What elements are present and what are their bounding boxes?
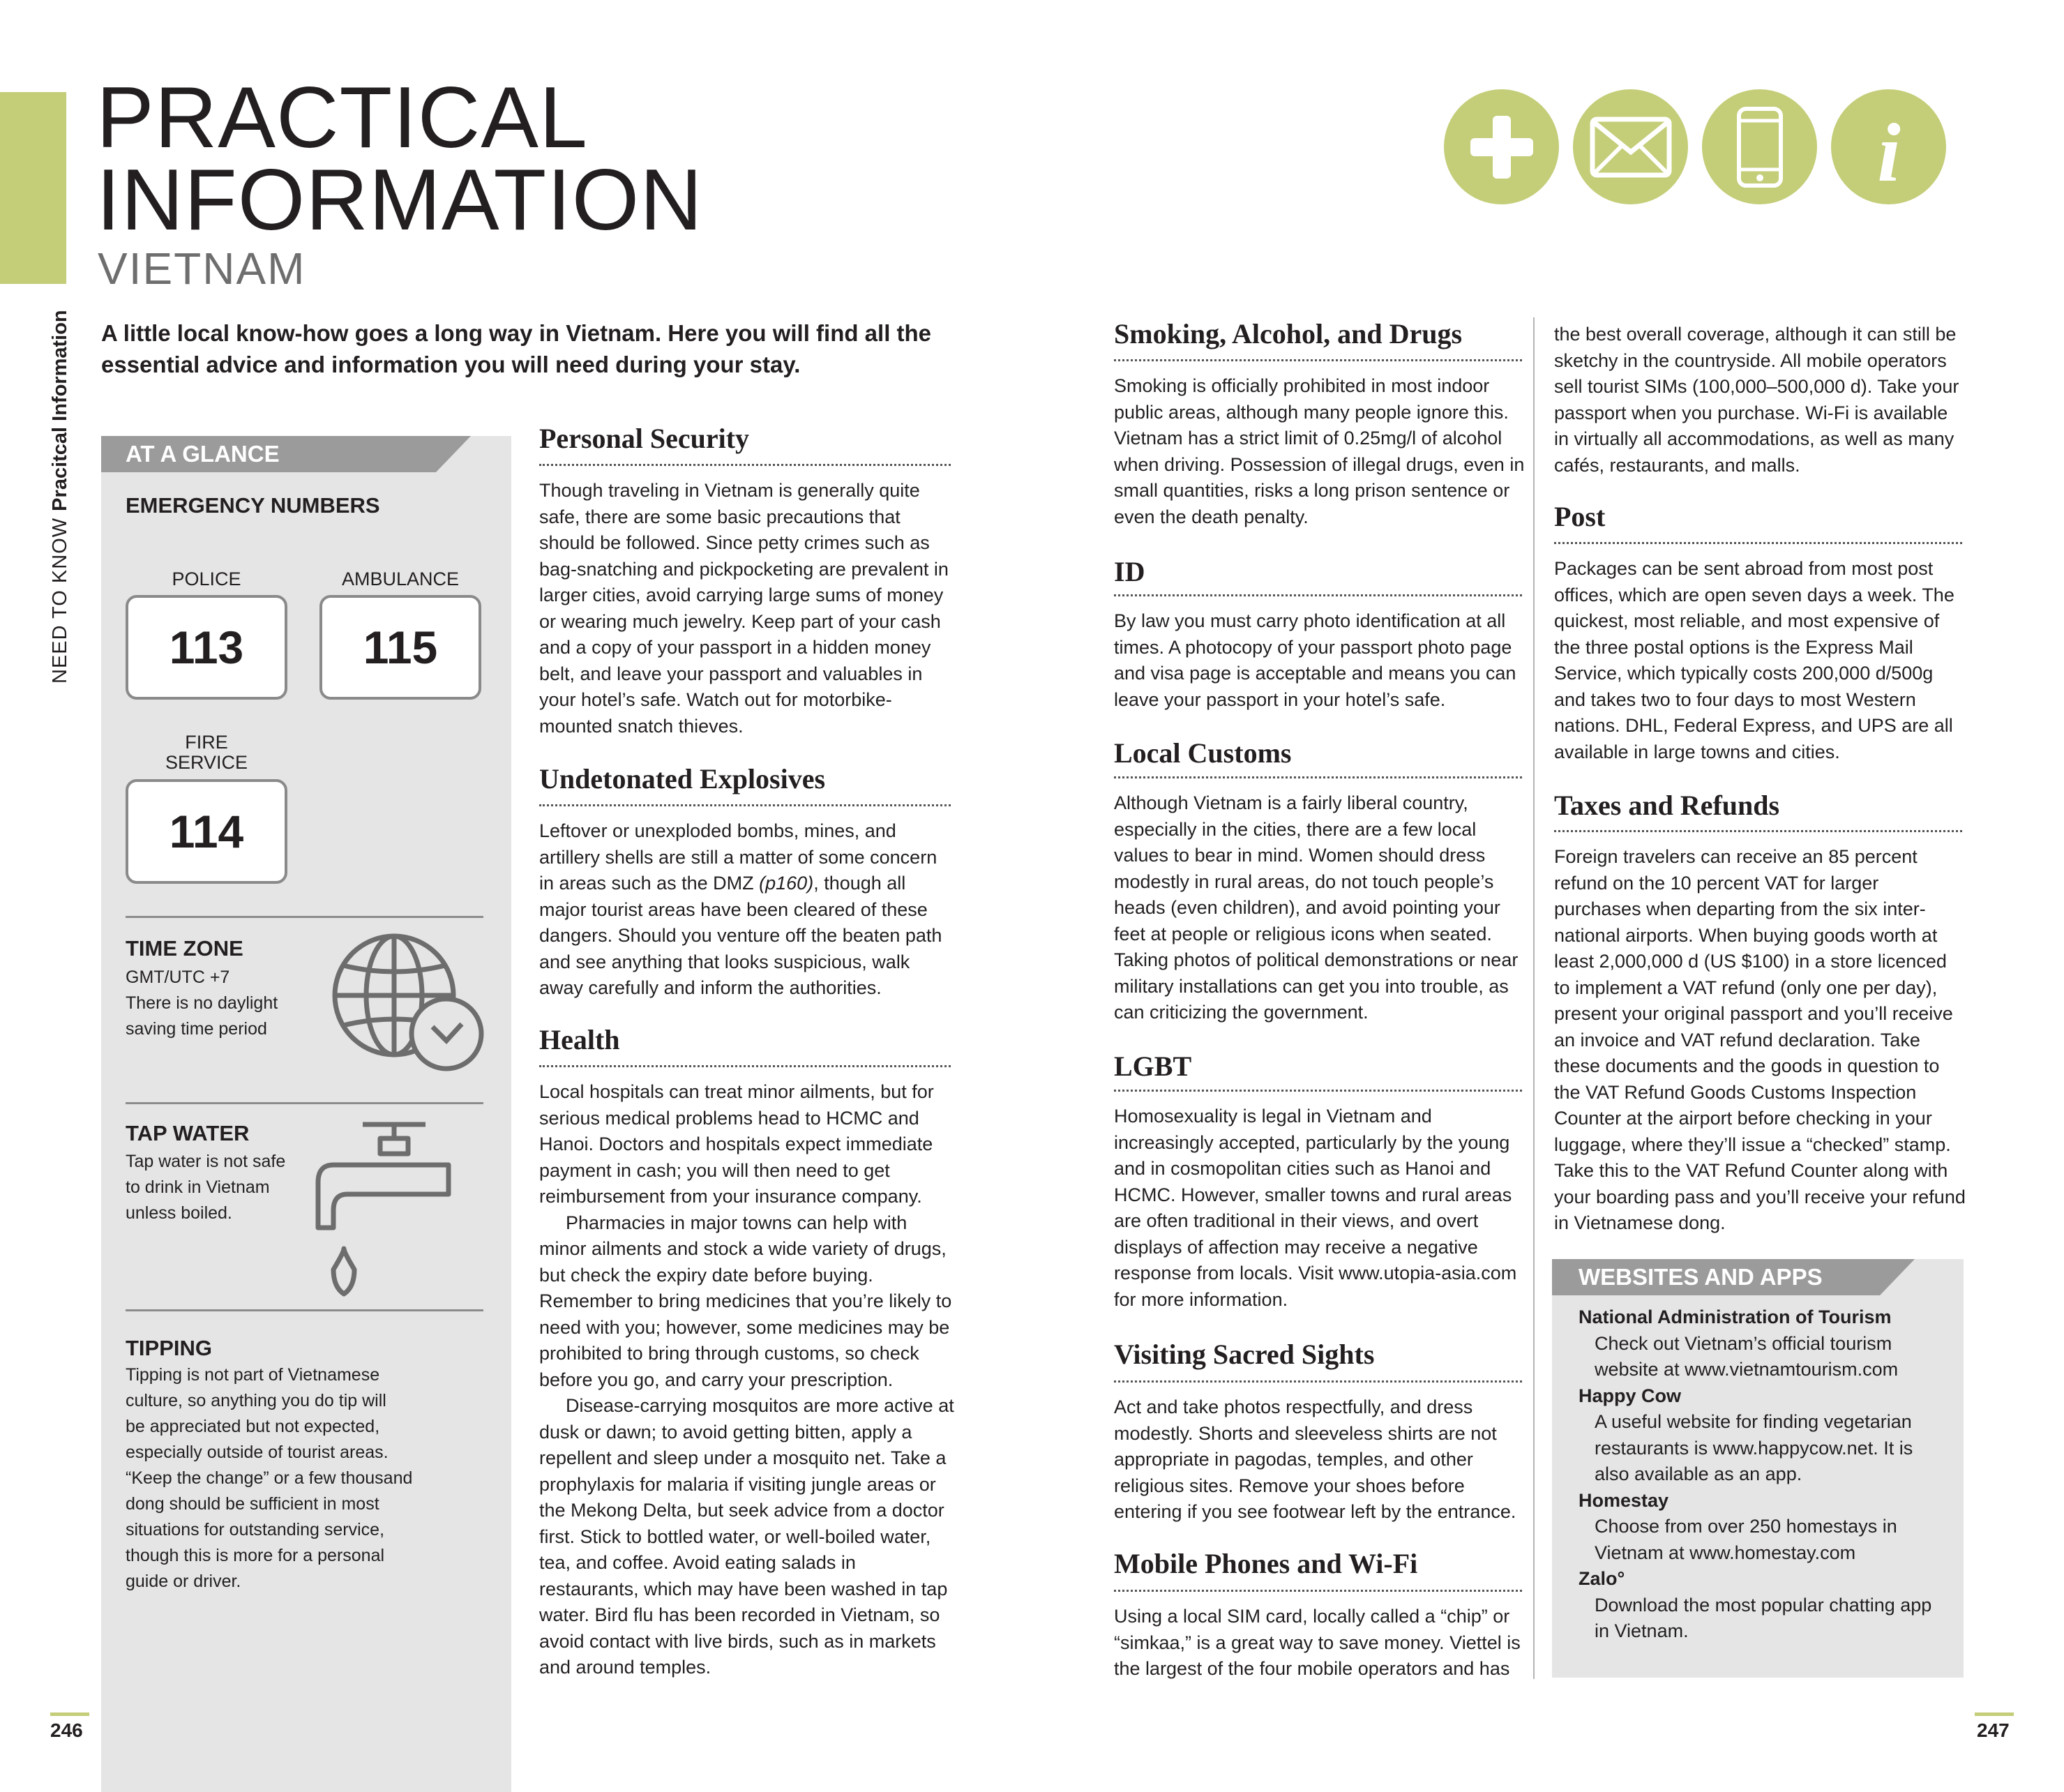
website-name: Zalo° bbox=[1579, 1568, 1625, 1589]
ambulance-label: AMBULANCE bbox=[341, 569, 460, 589]
column-divider bbox=[1533, 317, 1535, 1679]
dotted-rule bbox=[1114, 594, 1522, 596]
section-title-post: Post bbox=[1554, 501, 1606, 532]
tipping-line: situations for outstanding service, bbox=[126, 1520, 385, 1539]
smoking-text: Smoking is officially prohibited in most indoor public areas, although many people ignore this. Vietnam has a strict limit of 0.25mg/l of alcohol when driving. Possession of illegal drugs, even in small quantities, risks a long prison sentence or even the death penalty. bbox=[1114, 375, 1525, 527]
heading-tab-corner bbox=[436, 436, 471, 472]
website-description: Check out Vietnam’s official tourism website at www.vietnamtourism.com bbox=[1595, 1332, 1899, 1380]
undetonated-explosives-text bbox=[539, 818, 954, 1002]
section-title-taxes-and-refunds: Taxes and Refunds bbox=[1554, 790, 1780, 821]
website-description: Choose from over 250 homestays in Vietnam at www.homestay.com bbox=[1595, 1516, 1897, 1563]
side-section-label bbox=[49, 310, 72, 684]
dotted-rule bbox=[1114, 776, 1522, 778]
dotted-rule bbox=[1114, 1380, 1522, 1383]
list-item bbox=[1579, 1566, 1948, 1645]
accent-tab bbox=[0, 92, 66, 284]
police-label: POLICE bbox=[172, 569, 241, 589]
website-name: Happy Cow bbox=[1579, 1385, 1682, 1406]
dotted-rule bbox=[1114, 359, 1522, 361]
section-title-visiting-sacred-sights: Visiting Sacred Sights bbox=[1114, 1339, 1375, 1370]
time-zone-line: saving time period bbox=[126, 1019, 267, 1039]
personal-security-text: Though traveling in Vietnam is generally quite safe, there are some basic precautions that should be followed. Since petty crimes such as bag-snatching and pickpocketing are prevalent in larger cities, avoid carrying large sums of money or wearing much jewelry. Keep part of your cash and a copy of your passport in a hidden money belt, and leave your passport and valuables in your hotel’s safe. Watch out for motorbike-mounted snatch thieves. bbox=[539, 480, 949, 737]
ambulance-number: 115 bbox=[319, 595, 481, 700]
emergency-numbers-title: EMERGENCY NUMBERS bbox=[126, 493, 380, 518]
tipping-line: especially outside of tourist areas. bbox=[126, 1443, 389, 1462]
fire-label-line1: FIRE bbox=[185, 732, 228, 753]
dotted-rule bbox=[539, 804, 951, 806]
at-a-glance-panel bbox=[101, 436, 511, 1792]
post-text: Packages can be sent abroad from most post offices, which are open seven days a week. The quickest, most reliable, and most expensive of the three postal options is the Express Mail Service, which typically costs 200,000 d/500g and takes two to four days to most Western nations. DHL, Federal Express, and UPS are all available in large towns and cities. bbox=[1554, 558, 1954, 762]
dotted-rule bbox=[539, 1065, 951, 1067]
website-description: A useful website for finding vegetarian restaurants is www.happycow.net. It is also available as an app. bbox=[1595, 1411, 1913, 1484]
section-title-local-customs: Local Customs bbox=[1114, 737, 1292, 769]
id-text: By law you must carry photo identification at all times. A photocopy of your passport photo page and visa page is acceptable and means you can leave your passport in your hotel’s safe. bbox=[1114, 610, 1516, 710]
intro-text: A little local know-how goes a long way in Vietnam. Here you will find all the essential advice and information you will need during your stay. bbox=[101, 320, 932, 377]
website-description: Download the most popular chatting app in Vietnam. bbox=[1595, 1594, 1932, 1641]
local-customs-text: Although Vietnam is a fairly liberal country, especially in the cities, there are a few local values to bear in mind. Women should dress modestly in rural areas, do not touch people’s heads (even children), and avoid pointing your feet at people or religious icons when seated. Taking photos of political demonstrations or near military installations can get you into trouble, as can criticizing the government. bbox=[1114, 792, 1519, 1023]
websites-and-apps-heading: WEBSITES AND APPS bbox=[1552, 1259, 1880, 1295]
envelope-icon bbox=[1573, 89, 1688, 204]
info-icon bbox=[1831, 89, 1946, 204]
page-reference-link[interactable]: (p160) bbox=[759, 873, 814, 894]
divider bbox=[126, 916, 483, 918]
page-number-accent bbox=[50, 1712, 89, 1716]
mobile-phones-continued-text: the best overall coverage, although it can still be sketchy in the countryside. All mobile operators sell tourist SIMs (100,000–500,000 d). Take your passport when you purchase. Wi-Fi is available in virtually all accommodations, as well as many cafés, restaurants, and malls. bbox=[1554, 324, 1959, 476]
list-item bbox=[1579, 1304, 1948, 1383]
side-label-section: Pracitcal Information bbox=[49, 310, 71, 511]
health-paragraph: Local hospitals can treat minor ailments, but for serious medical problems head to HCMC and Hanoi. Doctors and hospitals expect immediate payment in cash; you will then need to get reimbursement from your insurance company. bbox=[539, 1081, 934, 1207]
tipping-line: though this is more for a personal bbox=[126, 1546, 385, 1565]
page-number-accent bbox=[1975, 1712, 2014, 1716]
category-icons bbox=[1444, 89, 1946, 204]
section-title-lgbt: LGBT bbox=[1114, 1051, 1192, 1082]
time-zone-line: There is no daylight bbox=[126, 993, 278, 1013]
websites-list bbox=[1579, 1304, 1948, 1645]
time-zone-title: TIME ZONE bbox=[126, 936, 243, 961]
health-paragraph: Pharmacies in major towns can help with minor ailments and stock a wide variety of drugs, but check the expiry date before buying. Remember to bring medicines that you’re likely to need with you; however, some medicines may be prohibited to bring through customs, so check before you go, and carry your prescription. bbox=[539, 1212, 952, 1390]
divider bbox=[126, 1309, 483, 1311]
tap-icon bbox=[314, 1116, 453, 1297]
fire-service-number: 114 bbox=[126, 779, 287, 884]
tipping-line: “Keep the change” or a few thousand bbox=[126, 1468, 413, 1488]
page-title bbox=[96, 70, 703, 248]
tap-water-line: Tap water is not safe bbox=[126, 1152, 286, 1171]
website-name: Homestay bbox=[1579, 1489, 1669, 1511]
page-subtitle: VIETNAM bbox=[98, 243, 306, 294]
dotted-rule bbox=[1554, 542, 1962, 544]
dotted-rule bbox=[1554, 830, 1962, 832]
list-item bbox=[1579, 1488, 1948, 1567]
svg-text:i: i bbox=[1876, 105, 1901, 189]
globe-clock-icon bbox=[328, 929, 488, 1076]
section-title-id: ID bbox=[1114, 556, 1145, 587]
dotted-rule bbox=[1114, 1590, 1522, 1592]
tipping-title: TIPPING bbox=[126, 1336, 213, 1360]
health-text bbox=[539, 1079, 954, 1681]
tipping-line: Tipping is not part of Vietnamese bbox=[126, 1365, 380, 1385]
websites-and-apps-panel bbox=[1552, 1259, 1964, 1678]
at-a-glance-heading: AT A GLANCE bbox=[101, 436, 436, 472]
page-title-line2: INFORMATION bbox=[96, 152, 703, 248]
lgbt-text: Homosexuality is legal in Vietnam and increasingly accepted, particularly by the young and in cosmopolitan cities such as Hanoi and HCMC. However, smaller towns and rural areas are often traditional in their views, and overt displays of affection may receive a negative response from locals. Visit www.utopia-asia.com for more information. bbox=[1114, 1106, 1517, 1310]
visiting-sacred-sights-text: Act and take photos respectfully, and dress modestly. Shorts and sleeveless shirts are not appropriate in pagodas, temples, and other religious sites. Remove your shoes before entering if you see footwear left by the entrance. bbox=[1114, 1396, 1516, 1522]
tap-water-line: to drink in Vietnam bbox=[126, 1177, 270, 1197]
dotted-rule bbox=[539, 464, 951, 466]
section-title-health: Health bbox=[539, 1024, 620, 1055]
section-title-personal-security: Personal Security bbox=[539, 423, 750, 454]
fire-label-line2: SERVICE bbox=[165, 752, 248, 773]
tap-water-line: unless boiled. bbox=[126, 1203, 232, 1223]
page-number-left: 246 bbox=[50, 1719, 83, 1741]
undetonated-text-b: , though all major tourist areas have been cleared of these dangers. Should you venture off the beaten path and see anything that looks suspicious, walk away carefully and inform the authorities. bbox=[539, 873, 942, 998]
dotted-rule bbox=[1114, 1090, 1522, 1092]
tap-water-text bbox=[126, 1149, 285, 1226]
list-item bbox=[1579, 1383, 1948, 1488]
tipping-text bbox=[126, 1362, 488, 1595]
taxes-and-refunds-text: Foreign travelers can receive an 85 percent refund on the 10 percent VAT for larger purchases when departing from the six inter-national airports. When buying goods worth at least 2,000,000 d (US $100) in a store licenced to implement a VAT refund (only one per day), present your original passport and you’ll receive an invoice and VAT refund declaration. Take these documents and the goods in question to the VAT Refund Goods Customs Inspection Counter at the airport before checking in your luggage, where they’ll issue a “checked” stamp. Take this to the VAT Refund Counter along with your boarding pass and you’ll receive your refund in Vietnamese dong. bbox=[1554, 846, 1966, 1233]
tipping-line: culture, so anything you do tip will bbox=[126, 1391, 386, 1410]
time-zone-line: GMT/UTC +7 bbox=[126, 967, 230, 987]
tipping-line: guide or driver. bbox=[126, 1572, 241, 1591]
plus-icon bbox=[1444, 89, 1559, 204]
section-title-mobile-phones: Mobile Phones and Wi-Fi bbox=[1114, 1548, 1418, 1579]
website-name: National Administration of Tourism bbox=[1579, 1307, 1892, 1327]
tipping-line: be appreciated but not expected, bbox=[126, 1417, 380, 1436]
fire-service-label bbox=[126, 732, 287, 773]
mobile-phones-text: Using a local SIM card, locally called a “chip” or “simkaa,” is a great way to save money. Viettel is the largest of the four mobile operators and has bbox=[1114, 1606, 1521, 1679]
health-paragraph: Disease-carrying mosquitos are more active at dusk or dawn; to avoid getting bitten, apply a repellent and sleep under a mosquito net. Take a prophylaxis for malaria if visiting jungle areas or the Mekong Delta, but seek advice from a doctor first. Stick to bottled water, or well-boiled water, tea, and coffee. Avoid eating salads in restaurants, which may have been washed in tap water. Bird flu has been recorded in Vietnam, so avoid contact with live birds, such as in markets and around temples. bbox=[539, 1395, 954, 1678]
undetonated-text-a: Leftover or unexploded bombs, mines, and artillery shells are still a matter of some concern in areas such as the DMZ bbox=[539, 820, 937, 894]
divider bbox=[126, 1102, 483, 1104]
section-title-undetonated-explosives: Undetonated Explosives bbox=[539, 763, 826, 795]
side-label-prefix: NEED TO KNOW bbox=[49, 517, 71, 684]
phone-icon bbox=[1702, 89, 1817, 204]
time-zone-text bbox=[126, 965, 278, 1042]
police-number: 113 bbox=[126, 595, 287, 700]
page-title-line1: PRACTICAL bbox=[96, 70, 588, 166]
section-title-smoking: Smoking, Alcohol, and Drugs bbox=[1114, 318, 1463, 349]
tipping-line: dong should be sufficient in most bbox=[126, 1494, 379, 1514]
tap-water-title: TAP WATER bbox=[126, 1121, 250, 1145]
page-number-right: 247 bbox=[1977, 1719, 2010, 1741]
heading-tab-corner bbox=[1880, 1259, 1915, 1295]
